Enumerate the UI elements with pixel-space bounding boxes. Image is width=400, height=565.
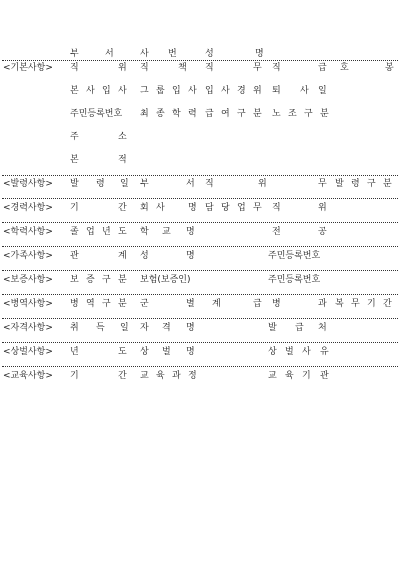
section-label: <보증사항> <box>3 275 53 285</box>
column-char: 과 <box>318 299 327 309</box>
column-char: 도 <box>118 227 127 237</box>
column-char: 서 <box>186 179 195 189</box>
field-char: 적 <box>118 155 127 165</box>
field-char: 여 <box>221 109 230 119</box>
header-label: 성 <box>205 49 214 59</box>
divider <box>2 198 398 199</box>
divider <box>2 270 398 271</box>
column-char: 일 <box>120 323 129 333</box>
column-char: 무 <box>318 179 327 189</box>
field-char: 직 <box>272 63 281 73</box>
header-label: 번 <box>168 49 177 59</box>
column-char: 발 <box>335 179 344 189</box>
field-char: 구 <box>304 109 313 119</box>
column-char: 보험(보증인) <box>140 275 191 285</box>
column-char: 관 <box>70 251 79 261</box>
field-char: 본 <box>70 86 79 96</box>
field-char: 직 <box>205 63 214 73</box>
field-char: 학 <box>172 109 181 119</box>
header-label: 명 <box>255 49 264 59</box>
column-char: 공 <box>318 227 327 237</box>
column-char: 정 <box>188 371 197 381</box>
field-char: 위 <box>118 63 127 73</box>
column-char: 교 <box>268 371 277 381</box>
field-char: 사 <box>221 86 230 96</box>
column-char: 령 <box>351 179 360 189</box>
section-label: <발령사항> <box>3 179 53 189</box>
divider <box>2 175 398 176</box>
column-char: 년 <box>102 227 111 237</box>
column-char: 육 <box>285 371 294 381</box>
column-char: 분 <box>118 299 127 309</box>
field-char: 직 <box>70 63 79 73</box>
column-char: 육 <box>156 371 165 381</box>
section-label: <가족사항> <box>3 251 53 261</box>
field-char: 호 <box>340 63 349 73</box>
field-char: 입 <box>102 86 111 96</box>
field-char: 책 <box>178 63 187 73</box>
section-label: <경력사항> <box>3 203 53 213</box>
field-char: 직 <box>140 63 149 73</box>
column-char: 계 <box>212 299 221 309</box>
column-char: 전 <box>272 227 281 237</box>
column-char: 간 <box>118 203 127 213</box>
field-char: 최 <box>140 109 149 119</box>
column-char: 담 <box>205 203 214 213</box>
column-char: 구 <box>367 179 376 189</box>
field-char: 노 <box>272 109 281 119</box>
column-char: 자 <box>140 323 149 333</box>
field-char: 퇴 <box>272 86 281 96</box>
column-char: 직 <box>205 179 214 189</box>
header-label: 서 <box>105 49 114 59</box>
field-char: 급 <box>318 63 327 73</box>
column-char: 발 <box>70 179 79 189</box>
column-char: 성 <box>140 251 149 261</box>
section-label: <병역사항> <box>3 299 53 309</box>
column-char: 복 <box>335 299 344 309</box>
column-char: 상 <box>140 347 149 357</box>
section-label: <상벌사항> <box>3 347 53 357</box>
column-char: 기 <box>70 371 79 381</box>
column-char: 상 <box>268 347 277 357</box>
column-char: 유 <box>320 347 329 357</box>
header-label: 사 <box>140 49 149 59</box>
column-char: 졸 <box>70 227 79 237</box>
column-char: 득 <box>96 323 105 333</box>
divider <box>2 366 398 367</box>
column-char: 명 <box>186 347 195 357</box>
field-char: 사 <box>118 86 127 96</box>
field-char: 사 <box>86 86 95 96</box>
field-char: 주민등록번호 <box>70 109 123 119</box>
column-char: 기 <box>367 299 376 309</box>
field-char: 그 <box>140 86 149 96</box>
field-char: 력 <box>188 109 197 119</box>
field-char: 무 <box>253 63 262 73</box>
field-char: 본 <box>70 155 79 165</box>
field-char: 소 <box>118 132 127 142</box>
field-char: 입 <box>205 86 214 96</box>
field-char: 룹 <box>156 86 165 96</box>
column-char: 벌 <box>285 347 294 357</box>
column-char: 구 <box>102 299 111 309</box>
field-char: 조 <box>288 109 297 119</box>
column-char: 명 <box>188 203 197 213</box>
column-char: 직 <box>272 203 281 213</box>
column-char: 과 <box>172 371 181 381</box>
column-char: 교 <box>162 227 171 237</box>
section-label: <교육사항> <box>3 371 53 381</box>
column-char: 간 <box>383 299 392 309</box>
field-char: 구 <box>237 109 246 119</box>
section-label: <기본사항> <box>3 63 53 73</box>
column-char: 취 <box>70 323 79 333</box>
field-char: 주 <box>70 132 79 142</box>
column-char: 사 <box>156 203 165 213</box>
column-char: 학 <box>140 227 149 237</box>
header-label: 부 <box>70 49 79 59</box>
column-char: 업 <box>86 227 95 237</box>
column-char: 병 <box>272 299 281 309</box>
field-char: 입 <box>172 86 181 96</box>
column-char: 격 <box>162 323 171 333</box>
column-char: 벌 <box>162 347 171 357</box>
column-char: 일 <box>120 179 129 189</box>
column-char: 별 <box>186 299 195 309</box>
column-char: 주민등록번호 <box>268 251 321 261</box>
section-label: <학력사항> <box>3 227 53 237</box>
column-char: 명 <box>186 251 195 261</box>
column-char: 무 <box>253 203 262 213</box>
divider <box>2 318 398 319</box>
field-char: 사 <box>188 86 197 96</box>
column-char: 처 <box>318 323 327 333</box>
column-char: 기 <box>302 371 311 381</box>
column-char: 도 <box>118 347 127 357</box>
column-char: 구 <box>102 275 111 285</box>
column-char: 령 <box>96 179 105 189</box>
divider <box>2 294 398 295</box>
column-char: 회 <box>140 203 149 213</box>
divider <box>2 342 398 343</box>
column-char: 주민등록번호 <box>268 275 321 285</box>
column-char: 역 <box>86 299 95 309</box>
column-char: 당 <box>221 203 230 213</box>
column-char: 병 <box>70 299 79 309</box>
column-char: 위 <box>318 203 327 213</box>
column-char: 계 <box>118 251 127 261</box>
column-char: 명 <box>186 323 195 333</box>
column-char: 급 <box>295 323 304 333</box>
field-char: 경 <box>237 86 246 96</box>
column-char: 년 <box>70 347 79 357</box>
column-char: 증 <box>86 275 95 285</box>
column-char: 사 <box>302 347 311 357</box>
column-char: 급 <box>253 299 262 309</box>
section-label: <자격사항> <box>3 323 53 333</box>
field-char: 분 <box>320 109 329 119</box>
divider <box>2 60 398 61</box>
column-char: 명 <box>186 227 195 237</box>
column-char: 기 <box>70 203 79 213</box>
field-char: 종 <box>156 109 165 119</box>
column-char: 보 <box>70 275 79 285</box>
column-char: 관 <box>320 371 329 381</box>
column-char: 분 <box>383 179 392 189</box>
column-char: 업 <box>237 203 246 213</box>
field-char: 사 <box>300 86 309 96</box>
divider <box>2 246 398 247</box>
field-char: 봉 <box>385 63 394 73</box>
field-char: 일 <box>318 86 327 96</box>
divider <box>2 222 398 223</box>
column-char: 간 <box>118 371 127 381</box>
column-char: 위 <box>258 179 267 189</box>
column-char: 분 <box>118 275 127 285</box>
field-char: 위 <box>253 86 262 96</box>
column-char: 교 <box>140 371 149 381</box>
column-char: 발 <box>268 323 277 333</box>
column-char: 무 <box>351 299 360 309</box>
field-char: 급 <box>205 109 214 119</box>
field-char: 분 <box>253 109 262 119</box>
column-char: 부 <box>140 179 149 189</box>
column-char: 군 <box>140 299 149 309</box>
